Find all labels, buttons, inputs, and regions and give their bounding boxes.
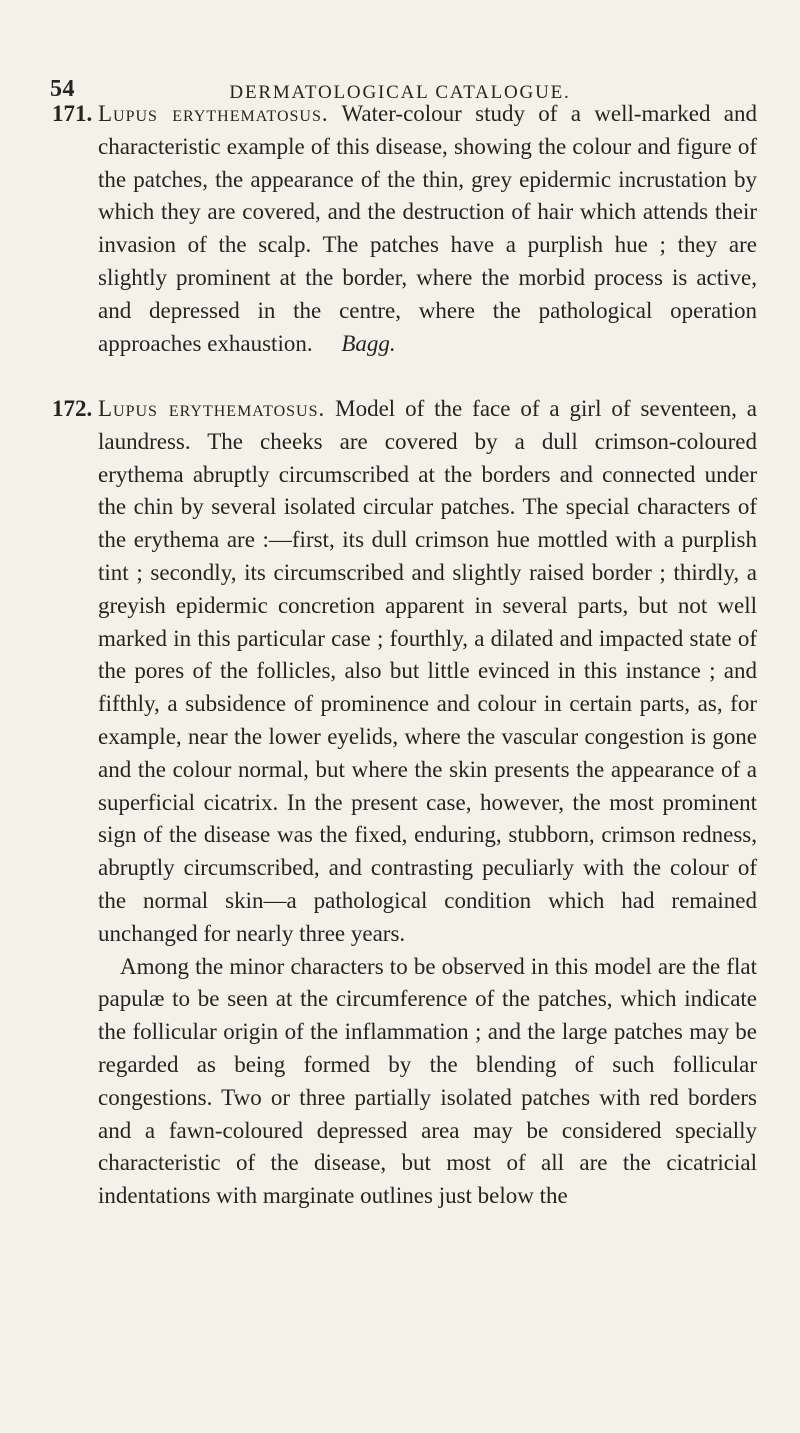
entry-text: Model of the face of a girl of seventeen, a laundress. The cheeks are covered by a dull crimson-coloured erythema abruptly circumscribed at the borders and connected under the chin by several isolated circular patches. The special characters of the erythema are :—first, its dull crimson hue mottled with a purplish tint ; secondly, its circumscribed and slightly raised border ; thirdly, a greyish epidermic concretion apparent in several parts, but not well marked in this particular case ; fourthly, a dilated and impacted state of the pores of the follicles, also but little evinced in this instance ; and fifthly, a subsidence of prominence and colour in certain parts, as, for example, near the lower eyelids, where the vascular congestion is gone and the colour normal, but where the skin presents the appearance of a superficial cicatrix. In the present case, however, the most prominent sign of the disease was the fixed, enduring, stubborn, crimson redness, abruptly circumscribed, and contrasting peculiarly with the colour of the normal skin—a pathological condition which had remained unchanged for nearly three years. — [98, 396, 757, 946]
entry-title: Lupus erythematosus. — [98, 101, 329, 126]
entry-number: 172. — [52, 396, 93, 421]
entry-paragraph — [98, 98, 757, 360]
entry-paragraph-continued: Among the minor characters to be observed in this model are the flat papulæ to be seen at the circumference of the patches, which indicate the follicular origin of the inflammation ; and the large patches may be regarded as being formed by the blending of such follicular congestions. Two or three partially isolated patches with red borders and a fawn-coloured depressed area may be considered specially characteristic of the disease, but most of all are the cicatricial indentations with marginate outlines just below the — [98, 953, 757, 1209]
page-number: 54 — [50, 76, 75, 102]
running-title: DERMATOLOGICAL CATALOGUE. — [229, 82, 571, 103]
entry-title: Lupus erythematosus. — [98, 396, 326, 421]
entry-paragraph — [98, 393, 757, 951]
catalogue-entry — [52, 98, 757, 360]
entry-number: 171. — [52, 101, 93, 126]
entry-signature: Bagg. — [341, 330, 396, 356]
catalogue-entry — [52, 393, 757, 1213]
entry-text: Water-colour study of a well-marked and characteristic example of this disease, showing the colour and figure of the patches, the appearance of the thin, grey epidermic incrustation by which they are covered, and the destruction of hair which attends their invasion of the scalp. The patches have a purplish hue ; they are slightly prominent at the border, where the morbid process is active, and depressed in the centre, where the pathological operation approaches exhaustion. — [98, 101, 758, 356]
entry-body — [98, 393, 757, 1213]
